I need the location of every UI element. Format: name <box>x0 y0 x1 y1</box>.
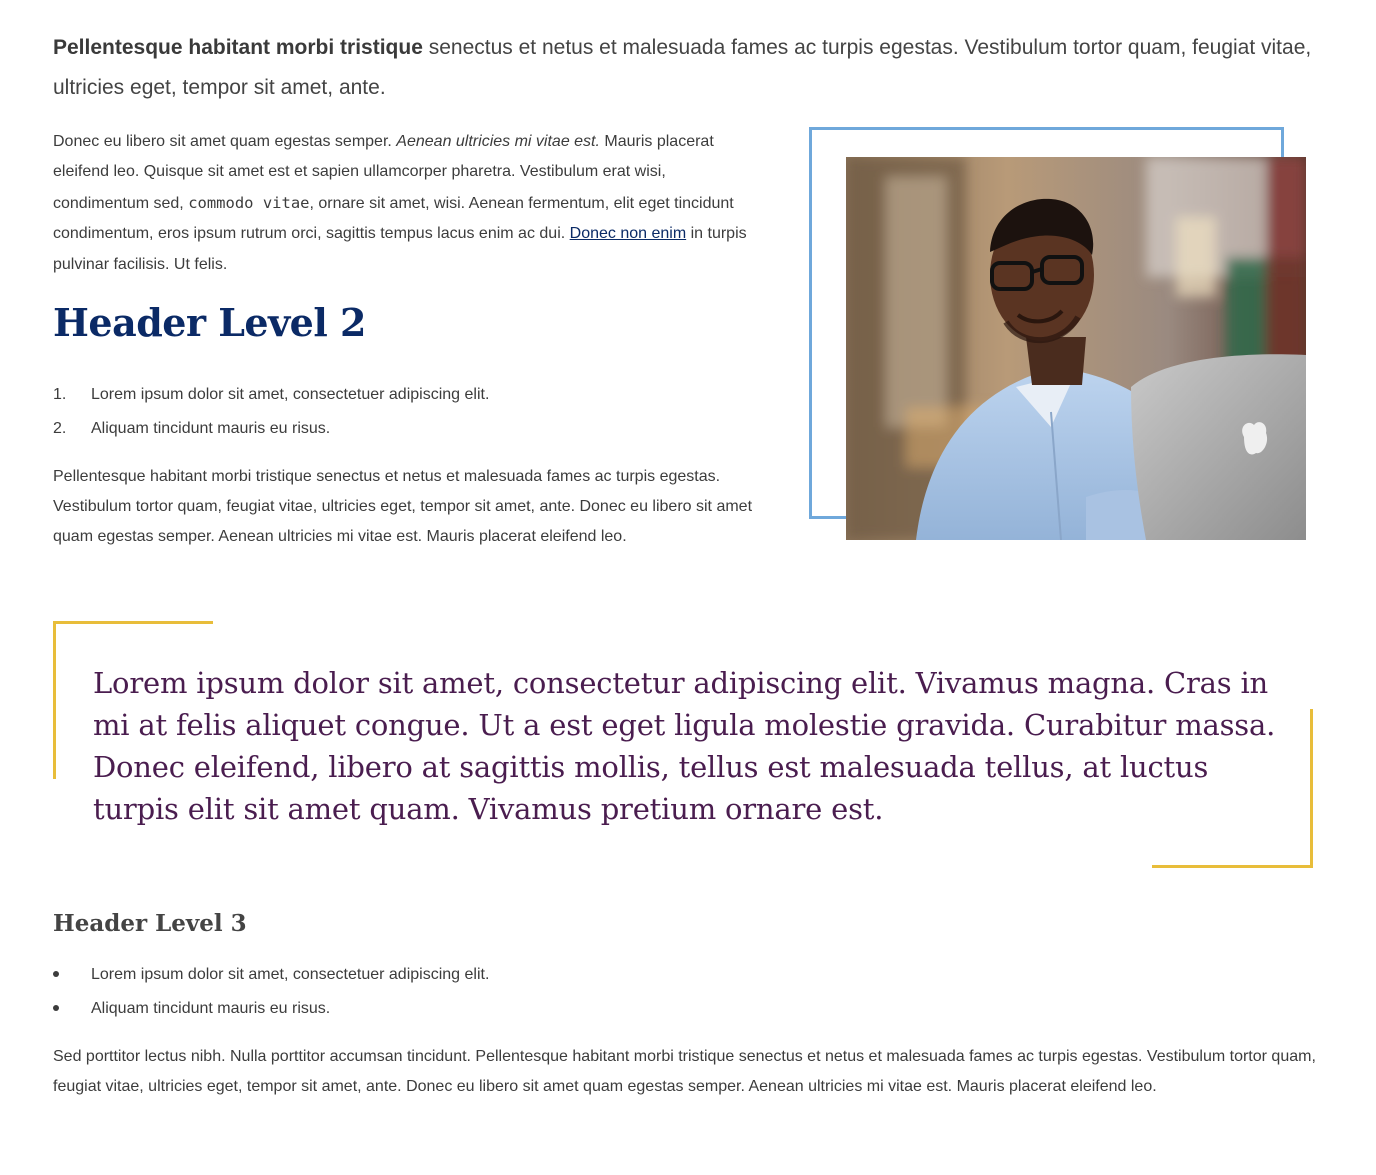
bullet-icon <box>53 971 59 977</box>
para1-code: commodo vitae <box>188 193 310 212</box>
ordered-list <box>53 378 753 446</box>
list-number: 2. <box>53 420 67 437</box>
header-level-2: Header Level 2 <box>53 300 366 345</box>
quote-frame-bottom <box>1152 865 1313 868</box>
list-item-text: Lorem ipsum dolor sit amet, consectetuer adipiscing elit. <box>91 966 490 983</box>
list-item <box>53 378 753 412</box>
para1-text-4: in turpis pulvinar facilisis. Ut felis. <box>53 225 747 273</box>
photo-man-with-laptop <box>846 157 1306 540</box>
quote-frame-top <box>53 621 213 624</box>
list-number: 1. <box>53 386 67 403</box>
para1-text-2: Mauris placerat eleifend leo. Quisque sit amet est et sapien ullamcorper pharetra. Vestibulum erat wisi, condimentum sed, <box>53 133 714 212</box>
lead-paragraph <box>53 28 1313 108</box>
inline-link[interactable]: Donec non enim <box>569 225 687 243</box>
body-paragraph-1 <box>53 127 753 280</box>
unordered-list <box>53 958 953 1026</box>
quote-frame-right <box>1310 709 1313 868</box>
para1-text-1: Donec eu libero sit amet quam egestas semper. <box>53 133 397 150</box>
list-item <box>53 958 953 992</box>
pull-quote: Lorem ipsum dolor sit amet, consectetur adipiscing elit. Vivamus magna. Cras in mi at felis aliquet congue. Ut a est eget ligula molestie gravida. Curabitur massa. Donec eleifend, libero at sagittis mollis, tellus est malesuada tellus, at luctus turpis elit sit amet quam. Vivamus pretium ornare est. <box>93 666 1276 826</box>
list-item <box>53 992 953 1026</box>
body-paragraph-3: Sed porttitor lectus nibh. Nulla porttitor accumsan tincidunt. Pellentesque habitant morbi tristique senectus et netus et malesuada fames ac turpis egestas. Vestibulum tortor quam, feugiat vitae, ultricies eget, tempor sit amet, ante. Donec eu libero sit amet quam egestas semper. Aenean ultricies mi vitae est. Mauris placerat eleifend leo. <box>53 1048 1316 1096</box>
quote-frame-left <box>53 621 56 779</box>
bullet-icon <box>53 1005 59 1011</box>
header-level-3: Header Level 3 <box>53 910 247 937</box>
body-paragraph-2: Pellentesque habitant morbi tristique senectus et netus et malesuada fames ac turpis egestas. Vestibulum tortor quam, feugiat vitae, ultricies eget, tempor sit amet, ante. Donec eu libero sit amet quam egestas semper. Aenean ultricies mi vitae est. Mauris placerat eleifend leo. <box>53 468 753 545</box>
para1-emphasis: Aenean ultricies mi vitae est. <box>396 133 600 150</box>
para1-text-3: , ornare sit amet, wisi. Aenean fermentum, elit eget tincidunt condimentum, eros ipsum rutrum orci, sagittis tempus lacus enim ac dui. <box>53 194 734 243</box>
list-item-text: Lorem ipsum dolor sit amet, consectetuer adipiscing elit. <box>91 386 490 403</box>
lead-bold: Pellentesque habitant morbi tristique <box>53 36 423 59</box>
list-item <box>53 412 753 446</box>
list-item-text: Aliquam tincidunt mauris eu risus. <box>91 1000 331 1017</box>
list-item-text: Aliquam tincidunt mauris eu risus. <box>91 420 331 437</box>
lead-text: senectus et netus et malesuada fames ac turpis egestas. Vestibulum tortor quam, feugiat vitae, ultricies eget, tempor sit amet, ante. <box>53 36 1312 99</box>
